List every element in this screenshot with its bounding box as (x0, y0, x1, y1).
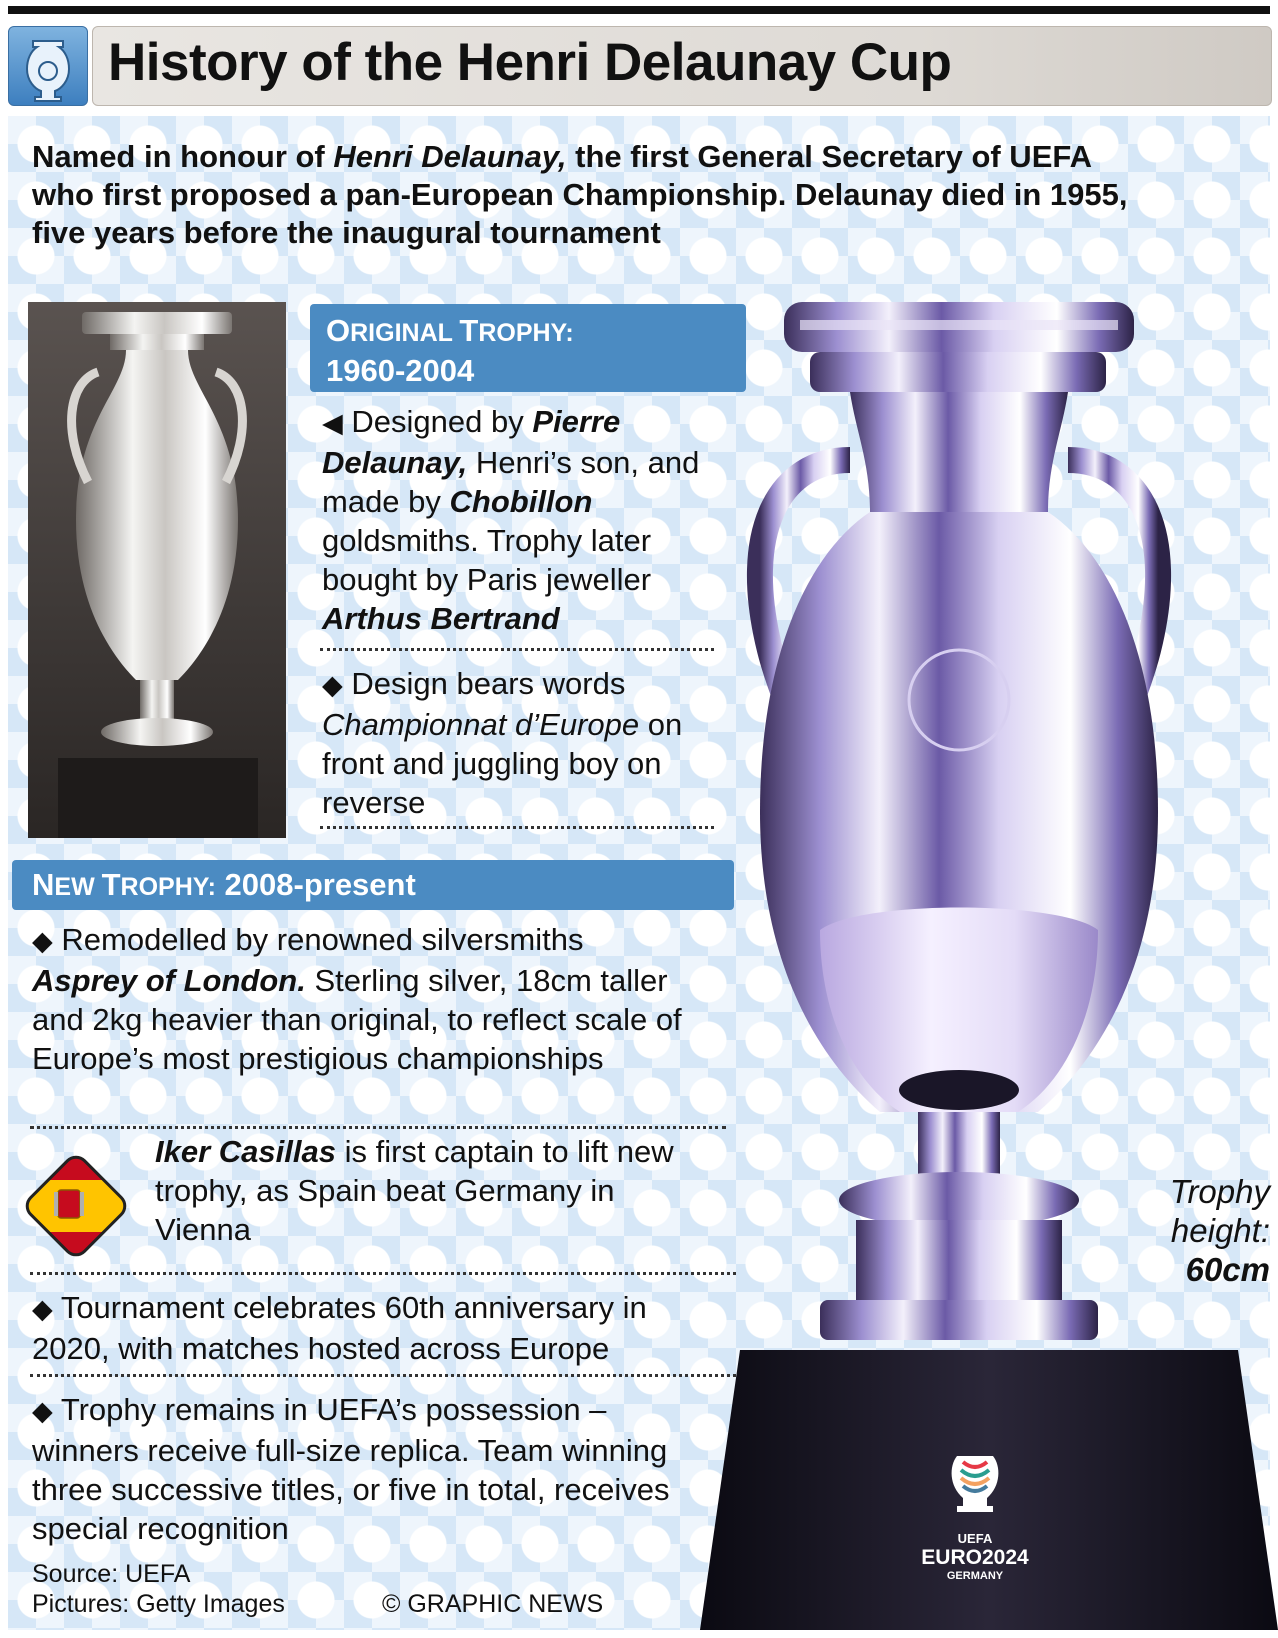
trophy-height-line2: height: (1170, 1212, 1270, 1249)
top-rule (8, 6, 1270, 14)
hdr-new-smallcaps-2: ROPHY: (120, 873, 216, 901)
orig-p1-b3: Arthus Bertrand (322, 601, 560, 636)
copyright-credit: © GRAPHIC NEWS (382, 1590, 604, 1618)
trophy-height-line1: Trophy (1169, 1173, 1270, 1210)
diamond-bullet-icon: ◆ (322, 670, 343, 700)
hdr-orig-years: 1960-2004 (326, 353, 475, 388)
source-credit: Source: UEFA (32, 1560, 191, 1588)
orig-p1-t3: goldsmiths. Trophy later bought by Paris jeweller (322, 523, 652, 597)
intro-name: Henri Delaunay, (333, 139, 567, 174)
hdr-orig-smallcaps-1: RIGINAL (350, 319, 460, 347)
trophy-logo-icon (8, 26, 88, 106)
euro-2024-trophy-icon (945, 1450, 1005, 1520)
euro-logo-uefa: UEFA (957, 1531, 993, 1546)
diamond-bullet-icon: ◆ (32, 1294, 53, 1324)
new-p1-t2: Sterling silver, 18cm taller and 2kg heavier than original, to reflect scale of Europe’s most prestigious championships (32, 963, 682, 1076)
spain-flag-icon (20, 1150, 132, 1262)
intro-part2: the first General Secretary of UEFA who first proposed a pan-European Championship. Delaunay died in 1955, five years before the inaugural tournament (32, 139, 1128, 250)
trophy-height-value: 60cm (1185, 1251, 1270, 1288)
hdr-orig-letter-2: T (459, 313, 479, 348)
divider (30, 1374, 736, 1377)
hdr-orig-smallcaps-2: ROPHY: (478, 319, 574, 347)
left-arrow-icon: ◀ (322, 408, 343, 438)
hdr-new-years: 2008-present (215, 867, 416, 902)
hdr-new-letter-1: N (32, 867, 55, 902)
new-trophy-header (12, 860, 734, 910)
orig-p1-b1: Pierre Delaunay, (322, 404, 621, 480)
diamond-bullet-icon: ◆ (32, 926, 53, 956)
new-paragraph-2 (155, 1132, 715, 1249)
hdr-new-smallcaps-1: EW (54, 873, 102, 901)
orig-p1-b2: Chobillon (449, 484, 593, 519)
new-p1-t1: Remodelled by renowned silversmiths (52, 922, 584, 957)
orig-p2-t2: on front and juggling boy on reverse (322, 707, 683, 820)
original-paragraph-1 (322, 402, 722, 638)
new-paragraph-3 (32, 1288, 732, 1368)
euro-2024-logo (910, 1450, 1040, 1610)
divider (320, 648, 714, 651)
orig-p2-t1: Design bears words (342, 666, 626, 701)
divider (30, 1272, 736, 1275)
new-p3-t1: Tournament celebrates 60th anniversary in 2020, with matches hosted across Europe (32, 1290, 647, 1366)
diamond-bullet-icon: ◆ (32, 1396, 53, 1426)
new-p1-b1: Asprey of London. (32, 963, 306, 998)
new-trophy-photo (700, 290, 1278, 1630)
hdr-orig-letter-1: O (326, 313, 351, 348)
new-p2-b1: Iker Casillas (155, 1134, 336, 1169)
euro-logo-country: GERMANY (946, 1570, 1004, 1582)
trophy-height-label (1120, 1172, 1270, 1289)
orig-p2-i1: Championnat d’Europe (322, 707, 640, 742)
page-title: History of the Henri Delaunay Cup (108, 33, 952, 92)
new-p4-t1: Trophy remains in UEFA’s possession – winners receive full-size replica. Team winning three successive titles, or five in total, receives special recognition (32, 1392, 670, 1546)
pictures-credit: Pictures: Getty Images (32, 1590, 285, 1618)
new-p2-t1: is first captain to lift new trophy, as Spain beat Germany in Vienna (155, 1134, 674, 1247)
orig-p1-t1: Designed by (342, 404, 533, 439)
intro-part1: Named in honour of (32, 139, 334, 174)
hdr-new-letter-2: T (101, 867, 121, 902)
original-trophy-photo (28, 302, 286, 838)
new-paragraph-1 (32, 920, 692, 1078)
divider (30, 1126, 726, 1129)
euro-logo-euro: EURO2024 (921, 1546, 1029, 1569)
original-paragraph-2 (322, 664, 722, 822)
orig-p1-t2: Henri’s son, and made by (322, 445, 700, 519)
divider (320, 826, 714, 829)
intro-text (32, 138, 1152, 252)
new-paragraph-4 (32, 1390, 712, 1548)
original-trophy-header (310, 304, 746, 392)
